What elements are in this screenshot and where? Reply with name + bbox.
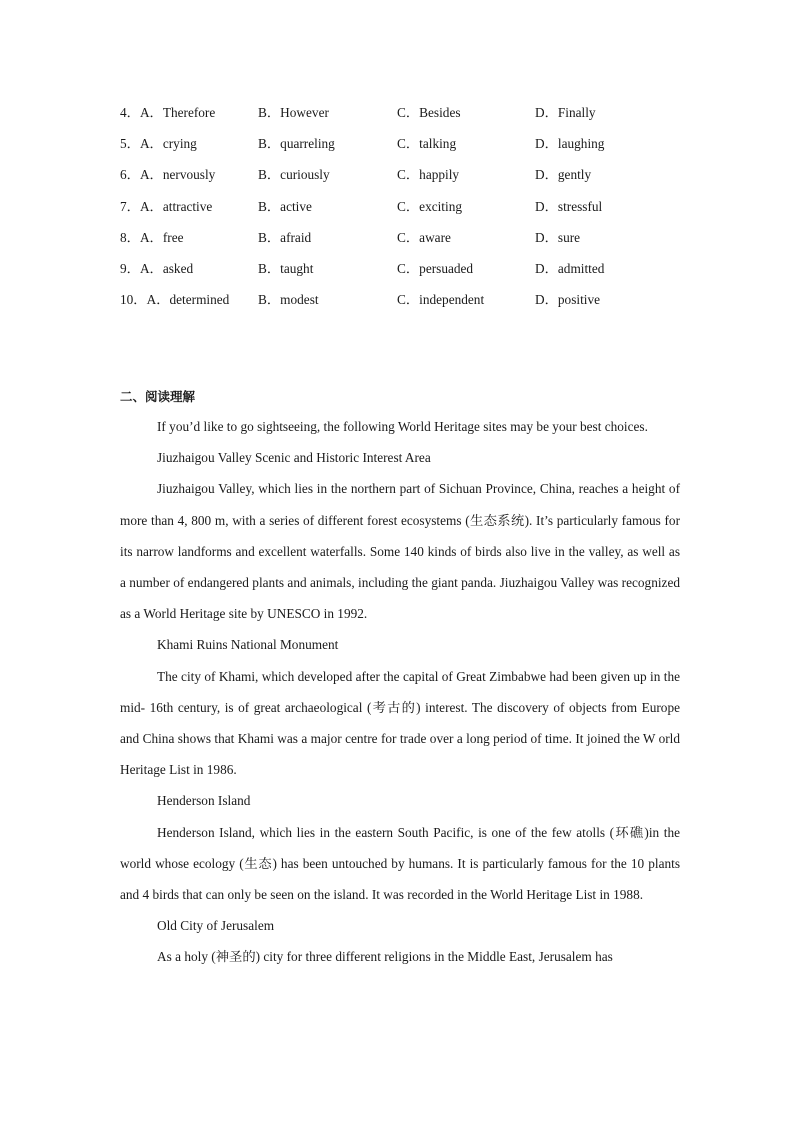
option-b: B．quarreling — [258, 136, 335, 152]
option-c: C．happily — [397, 167, 460, 183]
option-d: D．stressful — [535, 198, 603, 214]
option-a: 9．A．asked — [120, 260, 194, 276]
option-a: 5．A．crying — [120, 136, 197, 152]
site-title: Khami Ruins National Monument — [157, 637, 339, 653]
reading-section — [120, 383, 680, 973]
option-d: D．sure — [535, 229, 581, 245]
option-c: C．Besides — [397, 105, 461, 120]
site-description: The city of Khami, which developed after the capital of Great Zimbabwe had been given up in the mid- 16th century, is of great archaeological (考古的) interest. The discovery of objects from Europe and China shows that Khami was a major centre for trade over a long period of time. It joined the W orld Heritage List in 1986. — [120, 668, 680, 778]
site-description: Henderson Island, which lies in the eastern South Pacific, is one of the few atolls (环礁)in the world whose ecology (生态) has been untouched by humans. It is particularly famous for the 10 plants and 4 birds that can only be seen on the island. It was recorded in the World Heritage List in 1988. — [120, 824, 680, 903]
option-a: 6．A．nervously — [120, 167, 216, 183]
intro-paragraph: If you’d like to go sightseeing, the following World Heritage sites may be your best choices. — [157, 419, 648, 434]
option-d: D．admitted — [535, 260, 605, 276]
option-b: B．modest — [258, 292, 319, 308]
option-b: B．afraid — [258, 229, 312, 245]
option-b: B．However — [258, 105, 329, 120]
site-description: Jiuzhaigou Valley, which lies in the northern part of Sichuan Province, China, reaches a height of more than 4, 800 m, with a series of different forest ecosystems (生态系统). It’s particularly famous for its narrow landforms and excellent waterfalls. Some 140 kinds of birds also live in the valley, as well as a number of endangered plants and animals, including the giant panda. Jiuzhaigou Valley was recognized as a World Heritage site by UNESCO in 1992. — [120, 481, 680, 622]
option-a: 8．A．free — [120, 229, 184, 245]
option-c: C．aware — [397, 229, 451, 245]
option-d: D．positive — [535, 292, 601, 308]
option-a: 10．A．determined — [120, 292, 230, 308]
site-title: Henderson Island — [157, 793, 251, 809]
option-d: D．Finally — [535, 105, 596, 120]
option-c: C．talking — [397, 136, 457, 152]
site-description: As a holy (神圣的) city for three different religions in the Middle East, Jerusalem has — [157, 949, 613, 965]
section-heading: 二、阅读理解 — [120, 389, 196, 404]
option-c: C．persuaded — [397, 260, 474, 276]
option-a: 7．A．attractive — [120, 198, 213, 214]
site-title: Old City of Jerusalem — [157, 918, 275, 934]
option-b: B．curiously — [258, 167, 330, 183]
option-b: B．taught — [258, 260, 314, 276]
site-title: Jiuzhaigou Valley Scenic and Historic Interest Area — [157, 450, 431, 466]
option-c: C．exciting — [397, 198, 462, 214]
option-a: 4．A．Therefore — [120, 105, 216, 120]
option-d: D．laughing — [535, 136, 605, 152]
option-b: B．active — [258, 198, 312, 214]
option-c: C．independent — [397, 292, 485, 308]
option-d: D．gently — [535, 167, 592, 183]
